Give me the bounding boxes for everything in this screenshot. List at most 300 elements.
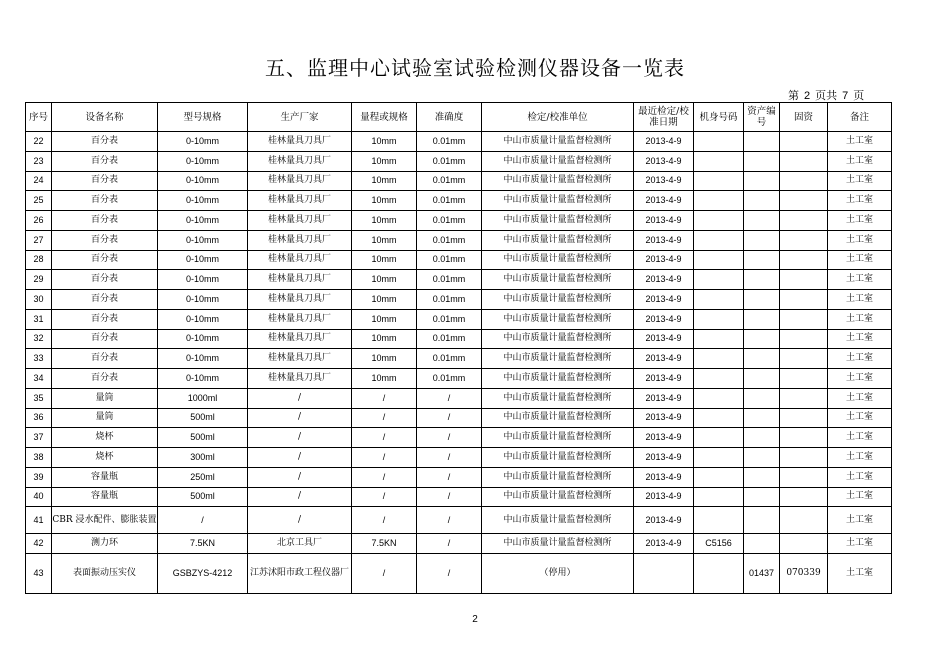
table-cell: 土工室 (828, 171, 892, 191)
table-cell (694, 250, 744, 270)
table-cell: 桂林量具刀具厂 (248, 270, 352, 290)
table-row (26, 211, 892, 231)
table-cell (694, 349, 744, 369)
table-cell: / (352, 388, 417, 408)
table-cell: CBR 浸水配件、膨胀装置 (52, 507, 158, 534)
table-cell: 中山市质量计量监督检测所 (482, 448, 634, 468)
table-cell: 500ml (158, 487, 248, 507)
page-number: 2 (472, 614, 478, 625)
table-cell (694, 171, 744, 191)
table-cell: 0.01mm (417, 309, 482, 329)
table-cell: 中山市质量计量监督检测所 (482, 250, 634, 270)
table-cell (694, 309, 744, 329)
table-cell: 中山市质量计量监督检测所 (482, 428, 634, 448)
table-cell: / (352, 507, 417, 534)
table-cell: 容量瓶 (52, 487, 158, 507)
col-header: 资产编号 (744, 103, 780, 132)
table-cell (780, 290, 828, 310)
table-cell (780, 388, 828, 408)
table-cell: / (417, 388, 482, 408)
table-cell (634, 554, 694, 594)
table-cell: 烧杯 (52, 448, 158, 468)
table-cell (780, 369, 828, 389)
table-cell: 2013-4-9 (634, 211, 694, 231)
table-cell (744, 428, 780, 448)
table-cell: 070339 (780, 554, 828, 594)
table-row (26, 191, 892, 211)
col-header: 固资 (780, 103, 828, 132)
table-cell: / (352, 467, 417, 487)
col-header: 设备名称 (52, 103, 158, 132)
col-header: 备注 (828, 103, 892, 132)
table-cell: / (248, 467, 352, 487)
table-cell: 0.01mm (417, 329, 482, 349)
table-cell (744, 132, 780, 152)
table-cell: / (352, 554, 417, 594)
table-cell: 土工室 (828, 554, 892, 594)
table-row (26, 487, 892, 507)
table-cell: 10mm (352, 151, 417, 171)
table-cell: 土工室 (828, 211, 892, 231)
table-cell: 中山市质量计量监督检测所 (482, 191, 634, 211)
table-cell: 2013-4-9 (634, 369, 694, 389)
table-cell: 量筒 (52, 408, 158, 428)
table-cell: / (417, 428, 482, 448)
table-cell: 10mm (352, 309, 417, 329)
table-cell: 7.5KN (352, 534, 417, 554)
table-cell: 土工室 (828, 448, 892, 468)
table-row (26, 309, 892, 329)
table-cell: 2013-4-9 (634, 388, 694, 408)
table-cell: 土工室 (828, 408, 892, 428)
table-cell: 7.5KN (158, 534, 248, 554)
table-cell: 北京工具厂 (248, 534, 352, 554)
table-cell: 26 (26, 211, 52, 231)
table-cell: 桂林量具刀具厂 (248, 191, 352, 211)
table-cell: 40 (26, 487, 52, 507)
table-row (26, 554, 892, 594)
table-cell (780, 171, 828, 191)
table-cell: 0.01mm (417, 211, 482, 231)
table-cell: 10mm (352, 270, 417, 290)
table-row (26, 534, 892, 554)
table-cell (780, 507, 828, 534)
table-cell (780, 270, 828, 290)
table-cell: 0.01mm (417, 230, 482, 250)
table-cell: 桂林量具刀具厂 (248, 151, 352, 171)
table-cell: 桂林量具刀具厂 (248, 132, 352, 152)
table-cell: 250ml (158, 467, 248, 487)
table-cell (744, 349, 780, 369)
table-cell: 土工室 (828, 369, 892, 389)
table-header-row (26, 103, 892, 132)
table-cell (744, 270, 780, 290)
table-cell: 2013-4-9 (634, 507, 694, 534)
table-cell: 500ml (158, 428, 248, 448)
table-cell: 土工室 (828, 309, 892, 329)
table-cell: 土工室 (828, 230, 892, 250)
table-cell: 0-10mm (158, 369, 248, 389)
table-cell (744, 487, 780, 507)
table-cell: 2013-4-9 (634, 487, 694, 507)
table-cell (780, 191, 828, 211)
table-cell: 中山市质量计量监督检测所 (482, 388, 634, 408)
table-cell: / (417, 554, 482, 594)
table-cell: 25 (26, 191, 52, 211)
table-cell: 桂林量具刀具厂 (248, 171, 352, 191)
table-cell: 2013-4-9 (634, 349, 694, 369)
table-row (26, 448, 892, 468)
table-row (26, 270, 892, 290)
table-cell: 土工室 (828, 507, 892, 534)
table-cell: 土工室 (828, 329, 892, 349)
table-cell: / (417, 487, 482, 507)
table-cell: 0-10mm (158, 270, 248, 290)
table-cell: 土工室 (828, 191, 892, 211)
table-cell: 0-10mm (158, 349, 248, 369)
table-cell (694, 507, 744, 534)
table-cell: 0-10mm (158, 191, 248, 211)
table-cell: 百分表 (52, 171, 158, 191)
table-cell: / (352, 448, 417, 468)
table-cell: 百分表 (52, 270, 158, 290)
table-cell: 0.01mm (417, 171, 482, 191)
table-cell (780, 349, 828, 369)
table-cell: 500ml (158, 408, 248, 428)
table-cell (744, 309, 780, 329)
table-cell: 2013-4-9 (634, 191, 694, 211)
table-cell: 中山市质量计量监督检测所 (482, 487, 634, 507)
table-cell: 29 (26, 270, 52, 290)
table-cell: 2013-4-9 (634, 171, 694, 191)
page-prefix: 第 (788, 89, 799, 102)
table-cell (744, 534, 780, 554)
col-header: 生产厂家 (248, 103, 352, 132)
table-cell: / (248, 448, 352, 468)
table-row (26, 349, 892, 369)
table-cell: 0-10mm (158, 151, 248, 171)
table-cell: 土工室 (828, 467, 892, 487)
page-title: 五、监理中心试验室试验检测仪器设备一览表 (265, 56, 685, 80)
table-cell: （停用） (482, 554, 634, 594)
table-cell: 0-10mm (158, 230, 248, 250)
col-header: 准确度 (417, 103, 482, 132)
table-row (26, 408, 892, 428)
table-cell: 土工室 (828, 270, 892, 290)
table-cell: 42 (26, 534, 52, 554)
col-header: 检定/校准单位 (482, 103, 634, 132)
table-cell: 39 (26, 467, 52, 487)
table-cell: 百分表 (52, 151, 158, 171)
table-cell (744, 329, 780, 349)
table-cell: 32 (26, 329, 52, 349)
table-cell: 36 (26, 408, 52, 428)
table-cell: / (417, 534, 482, 554)
table-cell: / (417, 507, 482, 534)
table-cell: 0.01mm (417, 250, 482, 270)
table-cell: 2013-4-9 (634, 151, 694, 171)
table-cell: 0.01mm (417, 290, 482, 310)
table-cell: 桂林量具刀具厂 (248, 250, 352, 270)
table-row (26, 171, 892, 191)
table-cell: 10mm (352, 230, 417, 250)
table-cell: 2013-4-9 (634, 230, 694, 250)
table-cell: 桂林量具刀具厂 (248, 290, 352, 310)
table-cell: 01437 (744, 554, 780, 594)
table-cell: 41 (26, 507, 52, 534)
col-header: 型号规格 (158, 103, 248, 132)
table-cell: 33 (26, 349, 52, 369)
table-cell: 测力环 (52, 534, 158, 554)
table-cell: 2013-4-9 (634, 534, 694, 554)
table-cell: 百分表 (52, 191, 158, 211)
table-cell: 桂林量具刀具厂 (248, 369, 352, 389)
table-cell: 24 (26, 171, 52, 191)
table-cell: 中山市质量计量监督检测所 (482, 290, 634, 310)
table-cell: 0-10mm (158, 250, 248, 270)
table-cell: 2013-4-9 (634, 408, 694, 428)
table-cell: 27 (26, 230, 52, 250)
table-cell: 10mm (352, 369, 417, 389)
table-cell (780, 408, 828, 428)
table-cell: 38 (26, 448, 52, 468)
table-cell: / (352, 428, 417, 448)
table-cell (694, 230, 744, 250)
col-header: 最近检定/校准日期 (634, 103, 694, 132)
table-cell (744, 369, 780, 389)
table-cell (694, 428, 744, 448)
table-cell (694, 211, 744, 231)
table-cell: 百分表 (52, 211, 158, 231)
table-cell: 百分表 (52, 250, 158, 270)
table-cell: 23 (26, 151, 52, 171)
table-cell: 0-10mm (158, 290, 248, 310)
page-middle: 页共 (815, 89, 838, 102)
col-header: 量程或规格 (352, 103, 417, 132)
table-cell: 2013-4-9 (634, 250, 694, 270)
table-cell (694, 290, 744, 310)
page-counter (788, 87, 864, 103)
table-cell (780, 151, 828, 171)
table-cell (744, 211, 780, 231)
table-row (26, 132, 892, 152)
table-cell: 烧杯 (52, 428, 158, 448)
table-cell: / (417, 408, 482, 428)
table-row (26, 388, 892, 408)
table-cell: 30 (26, 290, 52, 310)
table-row (26, 230, 892, 250)
table-cell (744, 448, 780, 468)
table-cell (744, 388, 780, 408)
table-cell (744, 408, 780, 428)
table-cell (780, 448, 828, 468)
table-cell: 0.01mm (417, 191, 482, 211)
table-cell (780, 534, 828, 554)
table-cell: 量筒 (52, 388, 158, 408)
table-cell: 0.01mm (417, 151, 482, 171)
table-cell: 桂林量具刀具厂 (248, 211, 352, 231)
table-cell (780, 230, 828, 250)
table-cell: 0.01mm (417, 349, 482, 369)
table-cell: 31 (26, 309, 52, 329)
table-cell: 容量瓶 (52, 467, 158, 487)
table-cell: 中山市质量计量监督检测所 (482, 230, 634, 250)
table-cell (694, 467, 744, 487)
table-cell: 0-10mm (158, 211, 248, 231)
table-cell (694, 388, 744, 408)
table-cell: 35 (26, 388, 52, 408)
table-row (26, 290, 892, 310)
table-cell: 中山市质量计量监督检测所 (482, 534, 634, 554)
table-cell: C5156 (694, 534, 744, 554)
table-cell (694, 554, 744, 594)
table-cell: 0-10mm (158, 132, 248, 152)
table-cell (780, 132, 828, 152)
table-cell: 中山市质量计量监督检测所 (482, 270, 634, 290)
table-cell: 百分表 (52, 132, 158, 152)
table-cell (694, 270, 744, 290)
table-cell (694, 329, 744, 349)
table-cell: 1000ml (158, 388, 248, 408)
table-cell: 2013-4-9 (634, 290, 694, 310)
table-cell: / (248, 487, 352, 507)
page-suffix: 页 (853, 89, 865, 102)
table-cell: 土工室 (828, 132, 892, 152)
table-cell (780, 329, 828, 349)
table-cell: / (248, 388, 352, 408)
table-cell: 10mm (352, 191, 417, 211)
table-cell: 土工室 (828, 534, 892, 554)
table-cell: 土工室 (828, 349, 892, 369)
table-cell: 2013-4-9 (634, 309, 694, 329)
table-row (26, 329, 892, 349)
table-row (26, 467, 892, 487)
col-header: 机身号码 (694, 103, 744, 132)
table-cell (694, 151, 744, 171)
equipment-table (25, 102, 892, 594)
table-cell: / (417, 448, 482, 468)
table-cell (780, 309, 828, 329)
table-cell (694, 191, 744, 211)
table-cell: 中山市质量计量监督检测所 (482, 349, 634, 369)
table-cell: / (417, 467, 482, 487)
table-cell: 中山市质量计量监督检测所 (482, 309, 634, 329)
current-page: 2 (804, 90, 811, 102)
table-cell: 中山市质量计量监督检测所 (482, 507, 634, 534)
table-cell (744, 171, 780, 191)
table-cell: 百分表 (52, 329, 158, 349)
table-cell: 土工室 (828, 388, 892, 408)
table-cell: 百分表 (52, 349, 158, 369)
table-cell: 桂林量具刀具厂 (248, 349, 352, 369)
table-cell: 0.01mm (417, 369, 482, 389)
table-row (26, 250, 892, 270)
table-cell: 中山市质量计量监督检测所 (482, 151, 634, 171)
table-cell: 2013-4-9 (634, 467, 694, 487)
table-cell: 百分表 (52, 369, 158, 389)
table-cell: 百分表 (52, 309, 158, 329)
table-cell (694, 487, 744, 507)
table-cell: 10mm (352, 329, 417, 349)
table-cell: 0.01mm (417, 270, 482, 290)
table-cell: / (248, 507, 352, 534)
table-cell: 土工室 (828, 428, 892, 448)
table-row (26, 369, 892, 389)
table-cell: 桂林量具刀具厂 (248, 309, 352, 329)
table-cell (744, 507, 780, 534)
table-cell (780, 428, 828, 448)
table-cell: 桂林量具刀具厂 (248, 329, 352, 349)
table-cell: 土工室 (828, 290, 892, 310)
table-cell (780, 211, 828, 231)
table-cell: 桂林量具刀具厂 (248, 230, 352, 250)
table-cell (694, 408, 744, 428)
total-pages: 7 (842, 90, 849, 102)
table-cell: / (248, 408, 352, 428)
table-cell: 2013-4-9 (634, 448, 694, 468)
table-cell (744, 290, 780, 310)
table-cell: 土工室 (828, 250, 892, 270)
table-cell: 中山市质量计量监督检测所 (482, 329, 634, 349)
table-cell: 百分表 (52, 230, 158, 250)
table-cell: 300ml (158, 448, 248, 468)
table-cell: 28 (26, 250, 52, 270)
table-cell: 土工室 (828, 487, 892, 507)
table-cell (694, 369, 744, 389)
table-cell (744, 230, 780, 250)
table-cell: 10mm (352, 349, 417, 369)
table-cell: 0.01mm (417, 132, 482, 152)
table-cell: 中山市质量计量监督检测所 (482, 132, 634, 152)
table-cell: 43 (26, 554, 52, 594)
table-cell: GSBZYS-4212 (158, 554, 248, 594)
table-cell: 中山市质量计量监督检测所 (482, 369, 634, 389)
table-cell (744, 151, 780, 171)
table-cell: 2013-4-9 (634, 428, 694, 448)
table-cell: 江苏沭阳市政工程仪器厂 (248, 554, 352, 594)
table-cell: 2013-4-9 (634, 270, 694, 290)
table-cell: 10mm (352, 211, 417, 231)
table-cell (780, 467, 828, 487)
table-cell: 百分表 (52, 290, 158, 310)
table-row (26, 151, 892, 171)
table-cell: 表面振动压实仪 (52, 554, 158, 594)
table-row (26, 507, 892, 534)
table-cell (694, 448, 744, 468)
table-cell: / (158, 507, 248, 534)
table-cell: 2013-4-9 (634, 132, 694, 152)
table-cell: 中山市质量计量监督检测所 (482, 171, 634, 191)
col-header: 序号 (26, 103, 52, 132)
table-cell: 10mm (352, 290, 417, 310)
table-cell: 中山市质量计量监督检测所 (482, 408, 634, 428)
table-cell: 0-10mm (158, 309, 248, 329)
table-cell: 37 (26, 428, 52, 448)
table-cell (744, 250, 780, 270)
table-cell: 22 (26, 132, 52, 152)
table-cell: / (248, 428, 352, 448)
table-cell: 10mm (352, 171, 417, 191)
table-cell: 中山市质量计量监督检测所 (482, 211, 634, 231)
table-cell: 34 (26, 369, 52, 389)
table-cell: 0-10mm (158, 171, 248, 191)
table-cell: 2013-4-9 (634, 329, 694, 349)
table-cell (744, 467, 780, 487)
table-cell: 0-10mm (158, 329, 248, 349)
table-cell: / (352, 487, 417, 507)
table-cell: 10mm (352, 250, 417, 270)
table-cell: / (352, 408, 417, 428)
